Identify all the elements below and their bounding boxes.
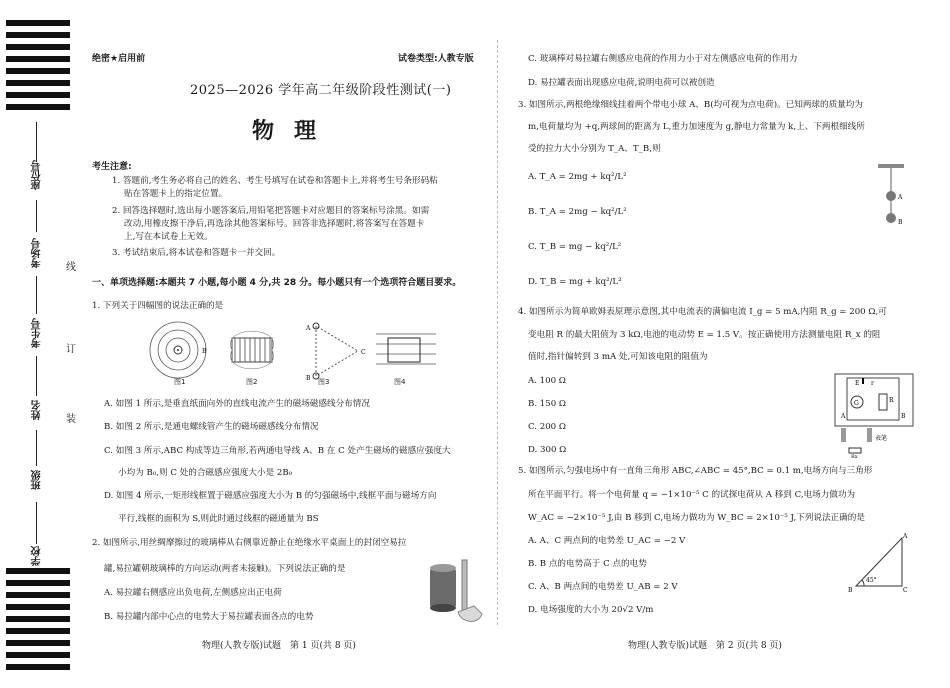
binding-line	[36, 502, 37, 544]
notice-line: 2. 回答选择题时,选出每小题答案后,用铅笔把答题卡对应题目的答案标号涂黑。如需	[112, 206, 430, 216]
q4-stem: 4. 如图所示为简单欧姆表原理示意图,其中电流表的满偏电流 I_g = 5 mA,内阻 R_g = 200 Ω,可	[518, 307, 887, 317]
notice-line: 上,写在本试卷上无效。	[124, 232, 213, 242]
q3-label-a: A	[898, 194, 903, 201]
q5-label-a: A	[903, 533, 908, 540]
q2-stem-cont: 罐,易拉罐朝玻璃棒的方向运动(两者未接触)。下列说法正确的是	[104, 564, 346, 574]
notice-line: 1. 答题前,考生务必将自己的姓名、考生号填写在试卷和答题卡上,并将考生号条形码粘	[112, 176, 438, 186]
q4-label-a: A	[841, 413, 846, 420]
q4-label-pen: 表笔	[875, 435, 888, 442]
mark-order: 订	[66, 344, 76, 355]
exam-type-label: 试卷类型:人教专版	[398, 54, 474, 64]
fig3-label-a: A	[306, 325, 311, 332]
page-divider	[497, 40, 498, 625]
field-school: 学校	[32, 546, 43, 566]
q4-circuit-figure	[833, 372, 917, 458]
q4-stem-cont: 值时,指针偏转到 3 mA 处,可知该电阻的阻值为	[528, 352, 708, 362]
fig3-label-c: C	[361, 349, 366, 356]
q5-triangle-figure	[846, 530, 910, 592]
fig-caption: 图3	[318, 378, 330, 386]
q4-label-rx: Rx	[851, 454, 858, 458]
field-name: 姓名	[32, 400, 43, 420]
q1-option-b: B. 如图 2 所示,是通电螺线管产生的磁场磁感线分布情况	[104, 422, 319, 432]
field-class: 班级	[32, 470, 43, 490]
q3-option-b: B. T_A = 2mg − kq²/L²	[528, 207, 627, 217]
q3-label-b: B	[898, 219, 903, 226]
svg-text:B: B	[202, 348, 207, 355]
exam-title: 2025—2026 学年高二年级阶段性测试(一)	[190, 83, 452, 98]
q3-stem: 3. 如图所示,两根绝缘细线挂着两个带电小球 A、B(均可视为点电荷)。已知两球的质量均为	[518, 100, 863, 110]
field-room: 考场号	[32, 238, 43, 268]
q5-option-a: A. A、C 两点间的电势差 U_AC = −2 V	[528, 536, 686, 546]
field-seat: 座位号	[32, 160, 43, 190]
binding-line	[36, 356, 37, 396]
q5-label-c: C	[903, 587, 908, 592]
q1-option-d: D. 如图 4 所示,一矩形线框置于磁感应强度大小为 B 的匀强磁场中,线框平面与磁场方向	[104, 491, 437, 501]
fig-caption: 图4	[394, 378, 406, 386]
q5-stem: 5. 如图所示,匀强电场中有一直角三角形 ABC,∠ABC = 45°,BC = 0.1 m,电场方向与三角形	[518, 466, 873, 476]
q5-option-d: D. 电场强度的大小为 20√2 V/m	[528, 605, 654, 615]
q5-option-c: C. A、B 两点间的电势差 U_AB = 2 V	[528, 582, 678, 592]
q2-option-d: D. 易拉罐表面出现感应电荷,说明电荷可以被创造	[528, 78, 715, 88]
notice-line: 贴在答题卡上的指定位置。	[124, 189, 228, 199]
page-2-footer: 物理(人教专版)试题 第 2 页(共 8 页)	[628, 641, 782, 651]
q5-stem-cont: W_AC = −2×10⁻⁵ J,由 B 移到 C,电场力做功为 W_BC = 2×10⁻⁵ J,下列说法正确的是	[528, 513, 865, 523]
q4-option-d: D. 300 Ω	[528, 445, 567, 455]
q2-option-c: C. 玻璃棒对易拉罐右侧感应电荷的作用力小于对左侧感应电荷的作用力	[528, 54, 798, 64]
q3-stem-cont: 受的拉力大小分别为 T_A、T_B,则	[528, 144, 661, 154]
q4-option-c: C. 200 Ω	[528, 422, 566, 432]
q4-label-b: B	[901, 413, 906, 420]
fig-caption: 图2	[246, 378, 258, 386]
fig2-solenoid	[230, 331, 273, 369]
q4-label-e: E	[855, 380, 860, 387]
fig3-triangle	[305, 323, 366, 382]
q1-option-d-cont: 平行,线框的面积为 S,则此时通过线框的磁通量为 BS	[118, 514, 319, 524]
q4-option-a: A. 100 Ω	[528, 376, 566, 386]
q4-label-rr: R	[889, 397, 894, 404]
q1-option-a: A. 如图 1 所示,是垂直纸面向外的直线电流产生的磁场磁感线分布情况	[104, 399, 370, 409]
notice-title: 考生注意:	[92, 162, 132, 172]
q4-stem-cont: 变电阻 R 的最大阻值为 3 kΩ,电池的电动势 E = 1.5 V。按正确使用方法测量电阻 R_x 的阻	[528, 330, 881, 340]
q3-figure	[874, 162, 908, 232]
subject-title: 物理	[252, 119, 337, 144]
page-1-footer: 物理(人教专版)试题 第 1 页(共 8 页)	[202, 641, 356, 651]
q4-label-r: r	[871, 380, 874, 387]
mark-bind: 装	[66, 414, 76, 425]
notice-line: 改动,用橡皮擦干净后,再选涂其他答案标号。回答非选择题时,将答案写在答题卡	[124, 219, 425, 229]
q2-option-b: B. 易拉罐内部中心点的电势大于易拉罐表面各点的电势	[104, 612, 314, 622]
q4-label-g: G	[854, 400, 859, 407]
q3-option-d: D. T_B = mg + kq²/L²	[528, 277, 622, 287]
q5-label-angle: 45°	[866, 577, 877, 584]
top-left-label: 绝密★启用前	[92, 54, 146, 64]
q2-option-a: A. 易拉罐右侧感应出负电荷,左侧感应出正电荷	[104, 588, 282, 598]
mark-line: 线	[66, 262, 76, 273]
q1-option-c: C. 如图 3 所示,ABC 构成等边三角形,若两通电导线 A、B 在 C 处产生磁场的磁感应强度大	[104, 446, 451, 456]
binding-line	[36, 276, 37, 314]
q5-label-b: B	[848, 587, 853, 592]
binding-line	[36, 200, 37, 232]
q1-option-c-cont: 小均为 B₀,则 C 处的合磁感应强度大小是 2B₀	[118, 468, 293, 478]
q2-stem: 2. 如图所示,用丝绸摩擦过的玻璃棒从右侧靠近静止在绝缘水平桌面上的封闭空易拉	[92, 538, 407, 548]
fig1-concentric	[150, 322, 207, 378]
fig4-frame	[376, 334, 436, 364]
fig3-label-b: B	[306, 375, 311, 382]
section-heading: 一、单项选择题:本题共 7 小题,每小题 4 分,共 28 分。每小题只有一个选项符合题目要求。	[92, 278, 462, 288]
q5-option-b: B. B 点的电势高于 C 点的电势	[528, 559, 647, 569]
q3-stem-cont: m,电荷量均为 +q,两球间的距离为 L,重力加速度为 g,静电力常量为 k,上、下两根细线所	[528, 122, 865, 132]
q5-stem-cont: 所在平面平行。将一个电荷量 q = −1×10⁻⁵ C 的试探电荷从 A 移到 C,电场力做功为	[528, 490, 856, 500]
q2-can-figure	[420, 556, 492, 630]
binding-line	[36, 122, 37, 162]
fig-caption: 图1	[174, 378, 186, 386]
binding-line	[36, 430, 37, 466]
q3-option-c: C. T_B = mg − kq²/L²	[528, 242, 622, 252]
q3-option-a: A. T_A = 2mg + kq²/L²	[528, 172, 627, 182]
notice-line: 3. 考试结束后,将本试卷和答题卡一并交回。	[112, 248, 281, 258]
q1-stem: 1. 下列关于四幅图的说法正确的是	[92, 301, 224, 311]
field-candidate: 考生号	[32, 318, 43, 348]
q4-option-b: B. 150 Ω	[528, 399, 567, 409]
